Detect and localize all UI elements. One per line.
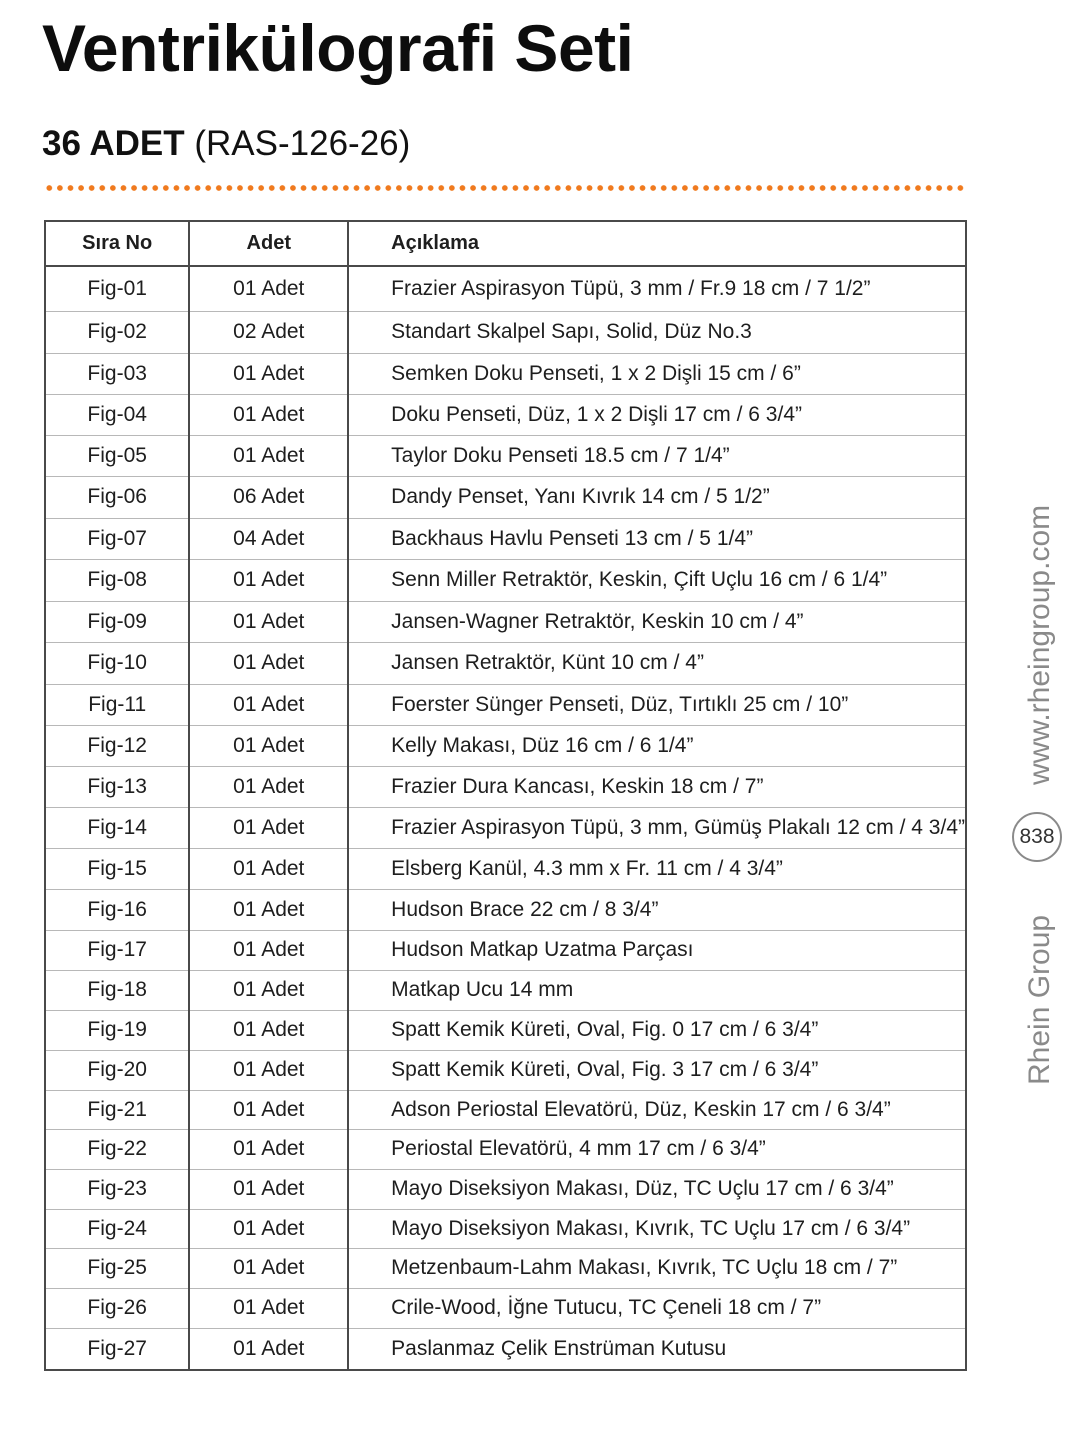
- company-name: Rhein Group: [1023, 914, 1056, 1085]
- row-no: Fig-07: [45, 518, 189, 559]
- table-row: [45, 353, 966, 394]
- row-qty: 01 Adet: [189, 435, 348, 476]
- row-qty: 01 Adet: [189, 970, 348, 1010]
- row-no: Fig-05: [45, 435, 189, 476]
- table-row: [45, 642, 966, 684]
- row-no: Fig-14: [45, 807, 189, 848]
- row-qty: 01 Adet: [189, 930, 348, 970]
- row-no: Fig-01: [45, 266, 189, 311]
- table-header-row: [45, 221, 966, 266]
- table-row: [45, 848, 966, 889]
- table-row: [45, 311, 966, 353]
- row-qty: 02 Adet: [189, 311, 348, 353]
- row-no: Fig-03: [45, 353, 189, 394]
- row-qty: 01 Adet: [189, 1169, 348, 1209]
- table-row: [45, 1129, 966, 1169]
- row-qty: 01 Adet: [189, 1129, 348, 1169]
- table-row: [45, 970, 966, 1010]
- row-qty: 01 Adet: [189, 766, 348, 807]
- table-row: [45, 1248, 966, 1288]
- column-header-qty: Adet: [189, 221, 348, 266]
- row-no: Fig-20: [45, 1050, 189, 1090]
- row-qty: 01 Adet: [189, 1050, 348, 1090]
- row-description: Semken Doku Penseti, 1 x 2 Dişli 15 cm / 6”: [348, 353, 966, 394]
- row-description: Mayo Diseksiyon Makası, Düz, TC Uçlu 17 cm / 6 3/4”: [348, 1169, 966, 1209]
- row-qty: 01 Adet: [189, 1209, 348, 1248]
- row-qty: 01 Adet: [189, 394, 348, 435]
- table-row: [45, 889, 966, 930]
- row-no: Fig-15: [45, 848, 189, 889]
- row-no: Fig-24: [45, 1209, 189, 1248]
- table-body: [45, 266, 966, 1370]
- row-description: Senn Miller Retraktör, Keskin, Çift Uçlu 16 cm / 6 1/4”: [348, 559, 966, 601]
- row-qty: 01 Adet: [189, 601, 348, 642]
- row-qty: 01 Adet: [189, 353, 348, 394]
- row-qty: 01 Adet: [189, 559, 348, 601]
- row-description: Elsberg Kanül, 4.3 mm x Fr. 11 cm / 4 3/4”: [348, 848, 966, 889]
- table-row: [45, 1209, 966, 1248]
- row-qty: 06 Adet: [189, 476, 348, 518]
- row-description: Metzenbaum-Lahm Makası, Kıvrık, TC Uçlu 18 cm / 7”: [348, 1248, 966, 1288]
- page-title: Ventrikülografi Seti: [42, 11, 634, 85]
- column-header-description: Açıklama: [348, 221, 966, 266]
- row-description: Hudson Matkap Uzatma Parçası: [348, 930, 966, 970]
- row-qty: 01 Adet: [189, 1328, 348, 1370]
- row-description: Spatt Kemik Küreti, Oval, Fig. 3 17 cm / 6 3/4”: [348, 1050, 966, 1090]
- row-no: Fig-25: [45, 1248, 189, 1288]
- row-description: Spatt Kemik Küreti, Oval, Fig. 0 17 cm / 6 3/4”: [348, 1010, 966, 1050]
- row-no: Fig-11: [45, 684, 189, 725]
- row-description: Backhaus Havlu Penseti 13 cm / 5 1/4”: [348, 518, 966, 559]
- row-no: Fig-12: [45, 725, 189, 766]
- row-qty: 01 Adet: [189, 807, 348, 848]
- row-no: Fig-08: [45, 559, 189, 601]
- table-row: [45, 930, 966, 970]
- row-description: Kelly Makası, Düz 16 cm / 6 1/4”: [348, 725, 966, 766]
- row-qty: 01 Adet: [189, 1010, 348, 1050]
- row-description: Periostal Elevatörü, 4 mm 17 cm / 6 3/4”: [348, 1129, 966, 1169]
- row-description: Paslanmaz Çelik Enstrüman Kutusu: [348, 1328, 966, 1370]
- row-no: Fig-26: [45, 1288, 189, 1328]
- row-description: Frazier Aspirasyon Tüpü, 3 mm / Fr.9 18 cm / 7 1/2”: [348, 266, 966, 311]
- row-no: Fig-09: [45, 601, 189, 642]
- row-no: Fig-18: [45, 970, 189, 1010]
- row-description: Crile-Wood, İğne Tutucu, TC Çeneli 18 cm / 7”: [348, 1288, 966, 1328]
- row-description: Frazier Dura Kancası, Keskin 18 cm / 7”: [348, 766, 966, 807]
- row-qty: 01 Adet: [189, 848, 348, 889]
- row-qty: 01 Adet: [189, 1288, 348, 1328]
- row-qty: 01 Adet: [189, 684, 348, 725]
- row-no: Fig-13: [45, 766, 189, 807]
- table-row: [45, 1050, 966, 1090]
- page-number-badge: [1012, 812, 1062, 862]
- page-number: 838: [1019, 825, 1055, 848]
- table-row: [45, 435, 966, 476]
- row-description: Jansen-Wagner Retraktör, Keskin 10 cm / 4”: [348, 601, 966, 642]
- set-count: 36 ADET: [42, 124, 185, 163]
- row-description: Matkap Ucu 14 mm: [348, 970, 966, 1010]
- row-qty: 01 Adet: [189, 266, 348, 311]
- row-description: Doku Penseti, Düz, 1 x 2 Dişli 17 cm / 6 3/4”: [348, 394, 966, 435]
- table-row: [45, 394, 966, 435]
- table-row: [45, 1090, 966, 1129]
- set-code: (RAS-126-26): [194, 124, 411, 163]
- table-row: [45, 766, 966, 807]
- table-row: [45, 1288, 966, 1328]
- row-description: Dandy Penset, Yanı Kıvrık 14 cm / 5 1/2”: [348, 476, 966, 518]
- set-subtitle: [42, 122, 410, 166]
- row-no: Fig-27: [45, 1328, 189, 1370]
- row-qty: 04 Adet: [189, 518, 348, 559]
- row-no: Fig-10: [45, 642, 189, 684]
- row-no: Fig-22: [45, 1129, 189, 1169]
- table-row: [45, 1328, 966, 1370]
- row-no: Fig-17: [45, 930, 189, 970]
- table-row: [45, 559, 966, 601]
- table-row: [45, 476, 966, 518]
- table-row: [45, 1010, 966, 1050]
- row-qty: 01 Adet: [189, 725, 348, 766]
- row-description: Adson Periostal Elevatörü, Düz, Keskin 17 cm / 6 3/4”: [348, 1090, 966, 1129]
- row-no: Fig-16: [45, 889, 189, 930]
- row-description: Mayo Diseksiyon Makası, Kıvrık, TC Uçlu 17 cm / 6 3/4”: [348, 1209, 966, 1248]
- row-no: Fig-21: [45, 1090, 189, 1129]
- row-description: Taylor Doku Penseti 18.5 cm / 7 1/4”: [348, 435, 966, 476]
- row-qty: 01 Adet: [189, 642, 348, 684]
- table-row: [45, 266, 966, 311]
- row-qty: 01 Adet: [189, 1090, 348, 1129]
- website-url: www.rheingroup.com: [1023, 504, 1056, 785]
- row-description: Foerster Sünger Penseti, Düz, Tırtıklı 25 cm / 10”: [348, 684, 966, 725]
- column-header-no: Sıra No: [45, 221, 189, 266]
- row-no: Fig-06: [45, 476, 189, 518]
- table-row: [45, 807, 966, 848]
- row-qty: 01 Adet: [189, 1248, 348, 1288]
- instrument-table: [44, 220, 967, 1371]
- row-no: Fig-23: [45, 1169, 189, 1209]
- table-row: [45, 601, 966, 642]
- row-qty: 01 Adet: [189, 889, 348, 930]
- table-row: [45, 725, 966, 766]
- row-no: Fig-02: [45, 311, 189, 353]
- table-row: [45, 684, 966, 725]
- row-description: Jansen Retraktör, Künt 10 cm / 4”: [348, 642, 966, 684]
- row-description: Hudson Brace 22 cm / 8 3/4”: [348, 889, 966, 930]
- row-no: Fig-04: [45, 394, 189, 435]
- row-description: Standart Skalpel Sapı, Solid, Düz No.3: [348, 311, 966, 353]
- orange-dotted-divider: [44, 185, 968, 191]
- table-row: [45, 1169, 966, 1209]
- row-description: Frazier Aspirasyon Tüpü, 3 mm, Gümüş Plakalı 12 cm / 4 3/4”: [348, 807, 966, 848]
- row-no: Fig-19: [45, 1010, 189, 1050]
- table-row: [45, 518, 966, 559]
